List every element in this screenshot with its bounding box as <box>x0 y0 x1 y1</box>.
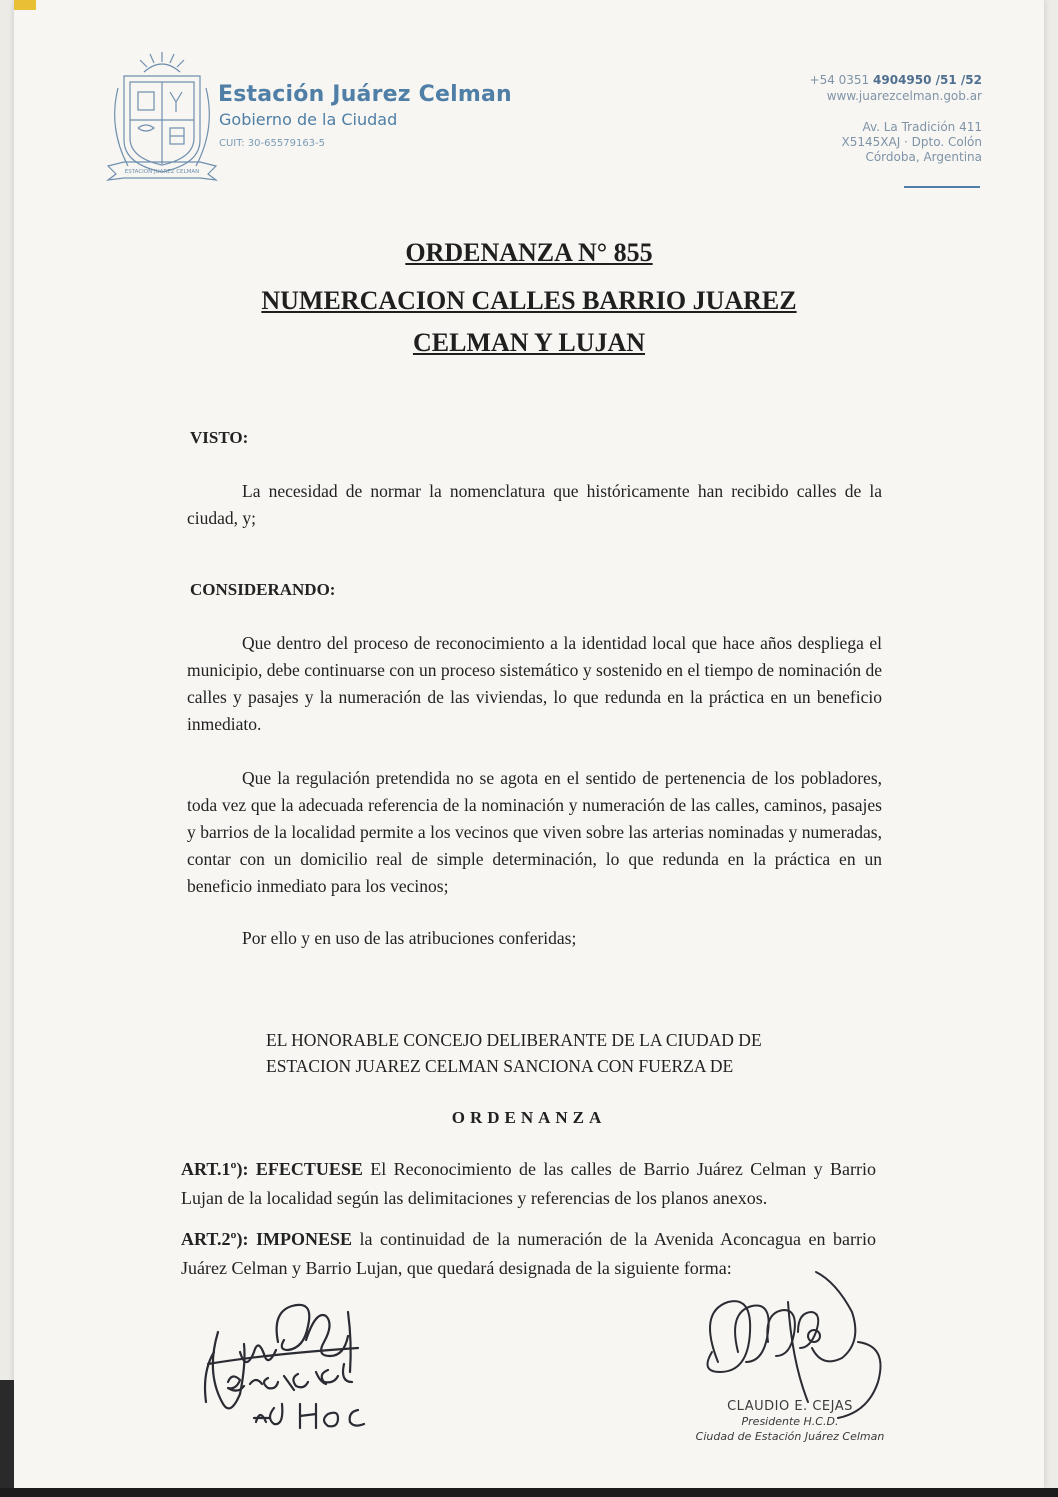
considerando-paragraph-2: Que la regulación pretendida no se agota en el sentido de pertenencia de los pobladores, toda vez que la adecuada referencia de la nominación y numeración de las calles, caminos, pasajes y barrios de la localidad permite a los vecinos que viven sobre las arterias nominadas y numeradas, contar con un domicilio real de simple determinación, lo que redunda en la práctica en un beneficio inmediato para los vecinos; <box>187 768 882 896</box>
article-1 <box>181 1155 876 1213</box>
paper-corner <box>14 0 36 10</box>
stamp-role: Presidente H.C.D. <box>741 1415 839 1428</box>
address-line: Córdoba, Argentina <box>865 150 982 164</box>
article-2-label: ART.2º): <box>181 1229 249 1249</box>
phone-prefix: +54 0351 <box>809 73 874 87</box>
stamp-city: Ciudad de Estación Juárez Celman <box>695 1430 885 1443</box>
address-line: Av. La Tradición 411 <box>862 120 982 134</box>
article-2-text: la continuidad de la numeración de la Avenida Aconcagua en barrio Juárez Celman y Barrio Lujan, que quedará designada de la siguiente forma: <box>181 1229 877 1278</box>
visto-paragraph: La necesidad de normar la nomenclatura que históricamente han recibido calles de la ciudad, y; <box>187 481 882 528</box>
article-2-verb: IMPONESE <box>255 1229 352 1249</box>
municipal-crest-logo <box>104 48 220 182</box>
secretary-signature <box>188 1282 388 1442</box>
phone-line <box>810 72 982 88</box>
address-block <box>842 120 983 165</box>
considerando-paragraph-1: Que dentro del proceso de reconocimiento a la identidad local que hace años despliega el municipio, debe continuarse con un proceso sistemático y sostenido en el tiempo de nominación de calles y pasajes y la numeración de las viviendas, lo que redunda en la práctica en un beneficio inmediato. <box>187 633 882 734</box>
article-1-label: ART.1º): <box>181 1159 249 1179</box>
address-line: X5145XAJ · Dpto. Colón <box>841 135 982 149</box>
council-line-1: EL HONORABLE CONCEJO DELIBERANTE DE LA CIUDAD DE <box>266 1030 762 1050</box>
org-subtitle: Gobierno de la Ciudad <box>219 110 398 129</box>
ordinance-number-title: ORDENANZA N° 855 <box>405 238 653 267</box>
stamp-name: CLAUDIO E. CEJAS <box>727 1399 853 1414</box>
ordenanza-heading: ORDENANZA <box>451 1108 607 1127</box>
contact-block <box>810 72 982 104</box>
president-stamp <box>690 1399 890 1444</box>
ordinance-subject-title-cont: CELMAN Y LUJAN <box>412 328 646 357</box>
scan-edge-shadow <box>0 1380 14 1488</box>
phone-ext: /51 /52 <box>931 73 982 87</box>
org-cuit: CUIT: 30-65579163-5 <box>219 138 326 149</box>
website: www.juarezcelman.gob.ar <box>826 89 982 103</box>
president-signature <box>688 1262 918 1422</box>
org-name: Estación Juárez Celman <box>218 82 512 107</box>
crest-ribbon-text: ESTACION JUAREZ CELMAN <box>124 169 200 175</box>
council-line-2: ESTACION JUAREZ CELMAN SANCIONA CON FUERZA DE <box>266 1056 734 1076</box>
article-1-verb: EFECTUESE <box>255 1159 363 1179</box>
scan-bottom-band <box>0 1488 1058 1497</box>
considerando-label: CONSIDERANDO: <box>190 580 336 599</box>
phone-main: 4904950 <box>873 73 932 87</box>
ordinance-subject-title: NUMERCACION CALLES BARRIO JUAREZ <box>261 286 797 315</box>
article-1-text: El Reconocimiento de las calles de Barrio Juárez Celman y Barrio Lujan de la localidad según las delimitaciones y referencias de los planos anexos. <box>181 1159 876 1208</box>
contact-divider <box>904 186 980 188</box>
por-ello-paragraph: Por ello y en uso de las atribuciones conferidas; <box>242 928 577 948</box>
visto-label: VISTO: <box>190 428 249 447</box>
